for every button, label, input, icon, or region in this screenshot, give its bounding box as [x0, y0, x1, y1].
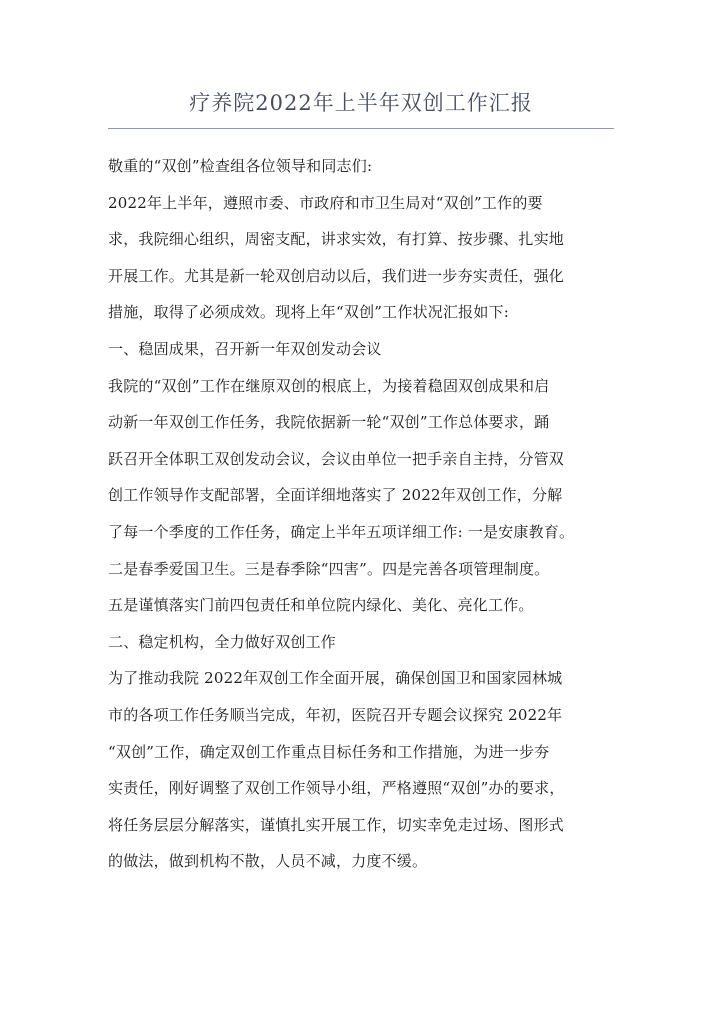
text-line: 二是春季爱国卫生。三是春季除“四害”。四是完善各项管理制度。 [108, 559, 550, 578]
text-line: 动新一年双创工作任务，我院依据新一轮“双创”工作总体要求，踊 [108, 413, 550, 432]
text-line: 开展工作。尤其是新一轮双创启动以后，我们进一步夯实责任，强化 [108, 266, 565, 285]
section-heading: 二、稳定机构，全力做好双创工作 [108, 632, 337, 651]
text-line: 措施，取得了必须成效。现将上年“双创”工作状况汇报如下: [108, 303, 509, 322]
document-title: 疗养院2022年上半年双创工作汇报 [189, 91, 533, 115]
text-line: 敬重的“双创”检查组各位领导和同志们: [108, 157, 373, 175]
text-line: 为了推动我院 2022年双创工作全面开展，确保创国卫和国家园林城 [108, 669, 563, 688]
text-line: 的做法，做到机构不散，人员不减，力度不缓。 [108, 852, 428, 871]
text-line: 五是谨慎落实门前四包责任和单位院内绿化、美化、亮化工作。 [108, 596, 534, 615]
document-body [108, 148, 622, 880]
text-line: 实责任，刚好调整了双创工作领导小组，严格遵照“双创”办的要求， [108, 779, 565, 798]
text-line: 创工作领导作支配部署，全面详细地落实了 2022年双创工作，分解 [108, 486, 563, 505]
text-line: “双创”工作，确定双创工作重点目标任务和工作措施，为进一步夯 [108, 742, 550, 761]
text-line: 将任务层层分解落实，谨慎扎实开展工作，切实幸免走过场、图形式 [108, 815, 565, 834]
title-underline [108, 128, 614, 129]
text-line: 跃召开全体职工双创发动会议，会议由单位一把手亲自主持，分管双 [108, 449, 565, 468]
section-heading: 一、稳固成果，召开新一年双创发动会议 [108, 339, 382, 358]
text-line: 我院的“双创”工作在继原双创的根底上，为接着稳固双创成果和启 [108, 376, 550, 395]
text-line: 2022年上半年，遵照市委、市政府和市卫生局对“双创”工作的要 [108, 193, 543, 212]
text-line: 市的各项工作任务顺当完成，年初，医院召开专题会议探究 2022年 [108, 705, 563, 724]
text-line: 求，我院细心组织，周密支配，讲求实效，有打算、按步骤、扎实地 [108, 230, 565, 249]
text-line: 了每一个季度的工作任务，确定上半年五项详细工作: 一是安康教育。 [108, 522, 575, 541]
